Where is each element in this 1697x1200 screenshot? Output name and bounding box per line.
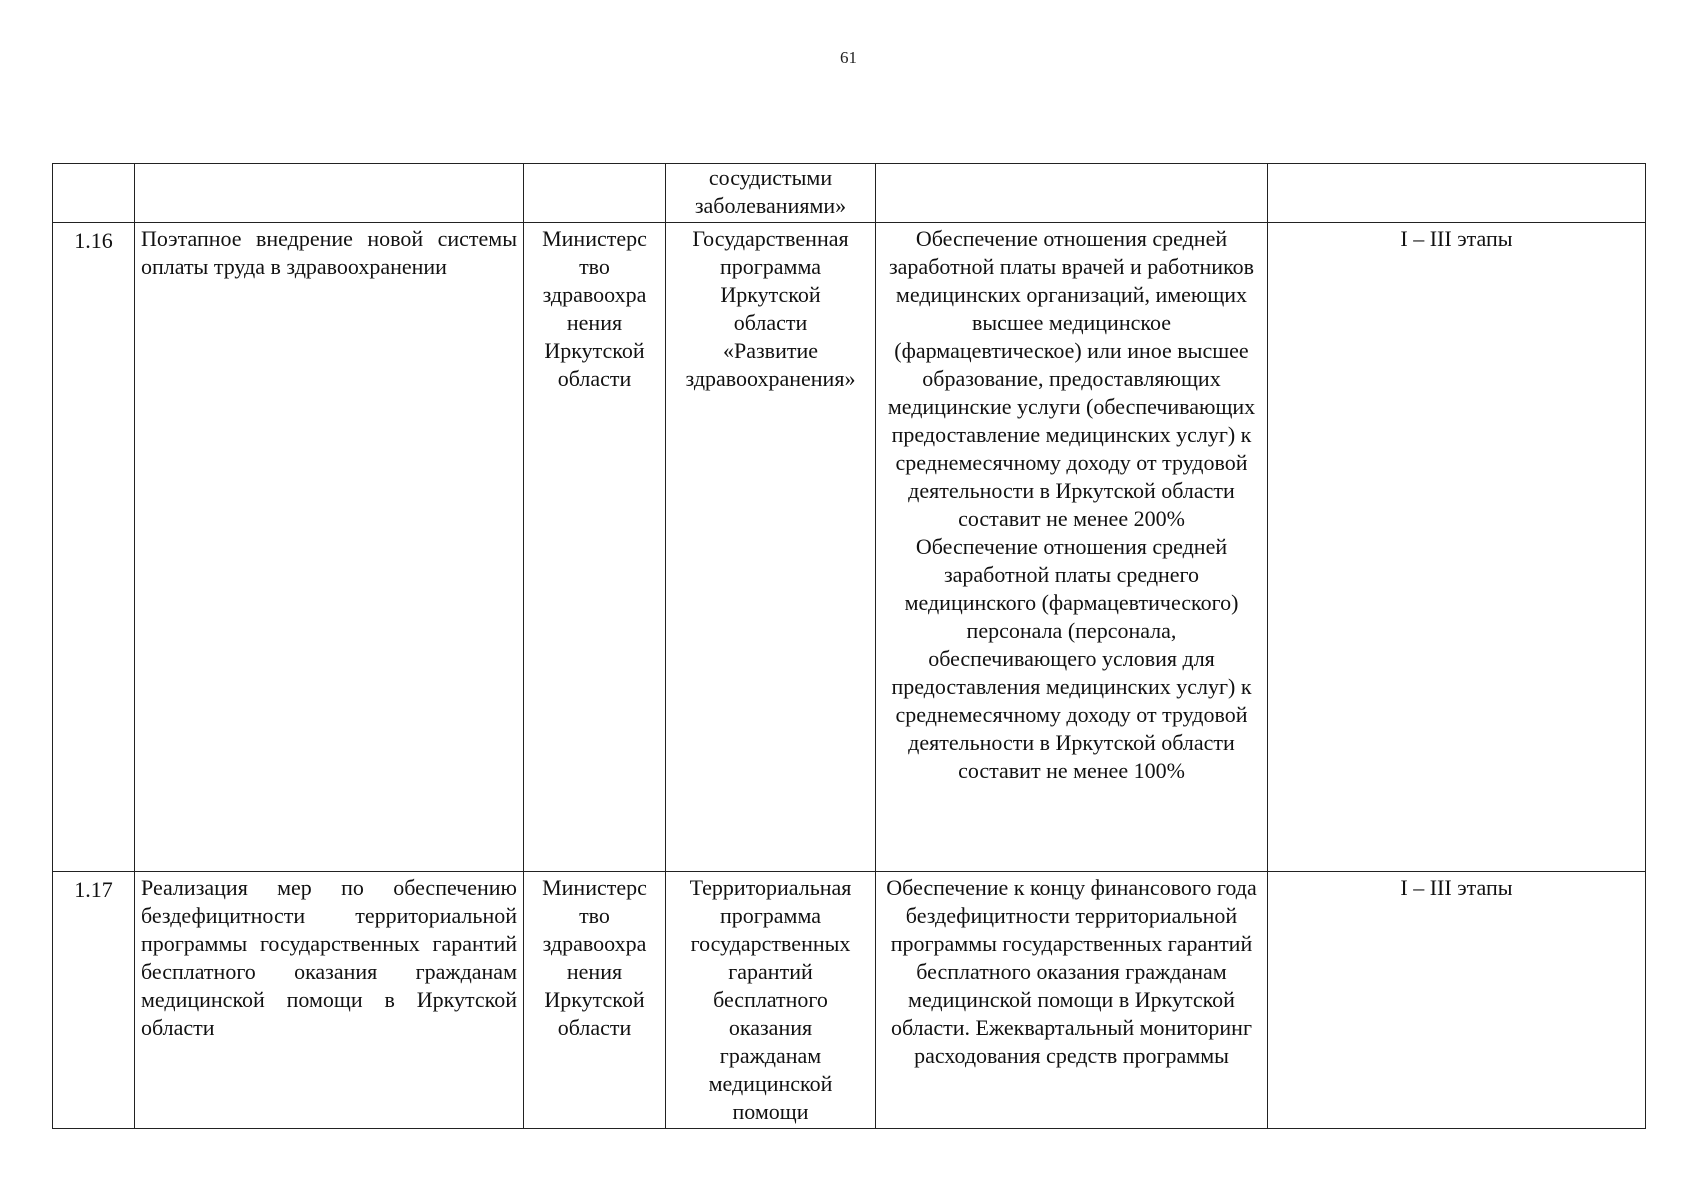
cont-program-line: заболеваниями»	[694, 193, 847, 218]
responsible-cell	[524, 872, 666, 1129]
responsible-line: области	[557, 366, 632, 391]
measures-table	[52, 163, 1646, 1129]
program-line: медицинской	[708, 1071, 833, 1096]
responsible-line: Иркутской	[544, 338, 645, 363]
responsible-line: здравоохра	[542, 282, 647, 307]
cont-measure-cell	[135, 164, 524, 223]
measure-cell: Поэтапное внедрение новой системы оплаты труда в здравоохранении	[135, 223, 524, 872]
continuation-row	[53, 164, 1646, 223]
measure-cell: Реализация мер по обеспечению бездефицитности территориальной программы государственных гарантий бесплатного оказания гражданам медицинской помощи в Иркутской области	[135, 872, 524, 1129]
result-paragraph: Обеспечение к концу финансового года бездефицитности территориальной программы государственных гарантий бесплатного оказания гражданам медицинской помощи в Иркутской области. Ежеквартальный мониторинг расходования средств программы	[886, 875, 1257, 1068]
cont-stages-cell	[1268, 164, 1646, 223]
program-line: Иркутской	[720, 282, 821, 307]
cont-responsible-cell	[524, 164, 666, 223]
responsible-line: нения	[566, 310, 623, 335]
responsible-line: тво	[579, 254, 610, 279]
program-line: «Развитие	[722, 338, 818, 363]
program-line: гражданам	[719, 1043, 822, 1068]
cont-result-cell	[876, 164, 1268, 223]
responsible-line: здравоохра	[542, 931, 647, 956]
program-line: Государственная	[692, 226, 849, 251]
result-paragraph: Обеспечение отношения средней заработной платы врачей и работников медицинских организаций, имеющих высшее медицинское (фармацевтическое) или иное высшее образование, предоставляющих медицинские услуги (обеспечивающих предоставление медицинских услуг) к среднемесячному доходу от трудовой деятельности в Иркутской области составит не менее 200%	[887, 226, 1256, 531]
result-cell	[876, 872, 1268, 1129]
program-line: бесплатного	[713, 987, 828, 1012]
stages-cell: I – III этапы	[1268, 223, 1646, 872]
responsible-line: Министерс	[542, 875, 647, 900]
program-line: государственных	[690, 931, 851, 956]
responsible-cell	[524, 223, 666, 872]
program-line: оказания	[728, 1015, 813, 1040]
row-number: 1.16	[53, 223, 135, 872]
program-line: помощи	[732, 1099, 809, 1124]
result-cell	[876, 223, 1268, 872]
program-line: гарантий	[728, 959, 813, 984]
program-line: программа	[719, 254, 822, 279]
program-cell	[666, 223, 876, 872]
table-row	[53, 223, 1646, 872]
responsible-line: области	[557, 1015, 632, 1040]
cont-program-line: сосудистыми	[708, 165, 833, 190]
page-number: 61	[840, 48, 857, 67]
cont-number-cell	[53, 164, 135, 223]
cont-program-cell	[666, 164, 876, 223]
program-line: области	[733, 310, 808, 335]
responsible-line: нения	[566, 959, 623, 984]
row-number: 1.17	[53, 872, 135, 1129]
stages-cell: I – III этапы	[1268, 872, 1646, 1129]
responsible-line: Министерс	[542, 226, 647, 251]
program-cell	[666, 872, 876, 1129]
table-row	[53, 872, 1646, 1129]
program-line: программа	[719, 903, 822, 928]
program-line: здравоохранения»	[685, 366, 856, 391]
result-paragraph: Обеспечение отношения средней заработной платы среднего медицинского (фармацевтического) персонала (персонала, обеспечивающего условия для предоставления медицинских услуг) к среднемесячному доходу от трудовой деятельности в Иркутской области составит не менее 100%	[891, 534, 1252, 783]
responsible-line: тво	[579, 903, 610, 928]
program-line: Территориальная	[689, 875, 852, 900]
responsible-line: Иркутской	[544, 987, 645, 1012]
